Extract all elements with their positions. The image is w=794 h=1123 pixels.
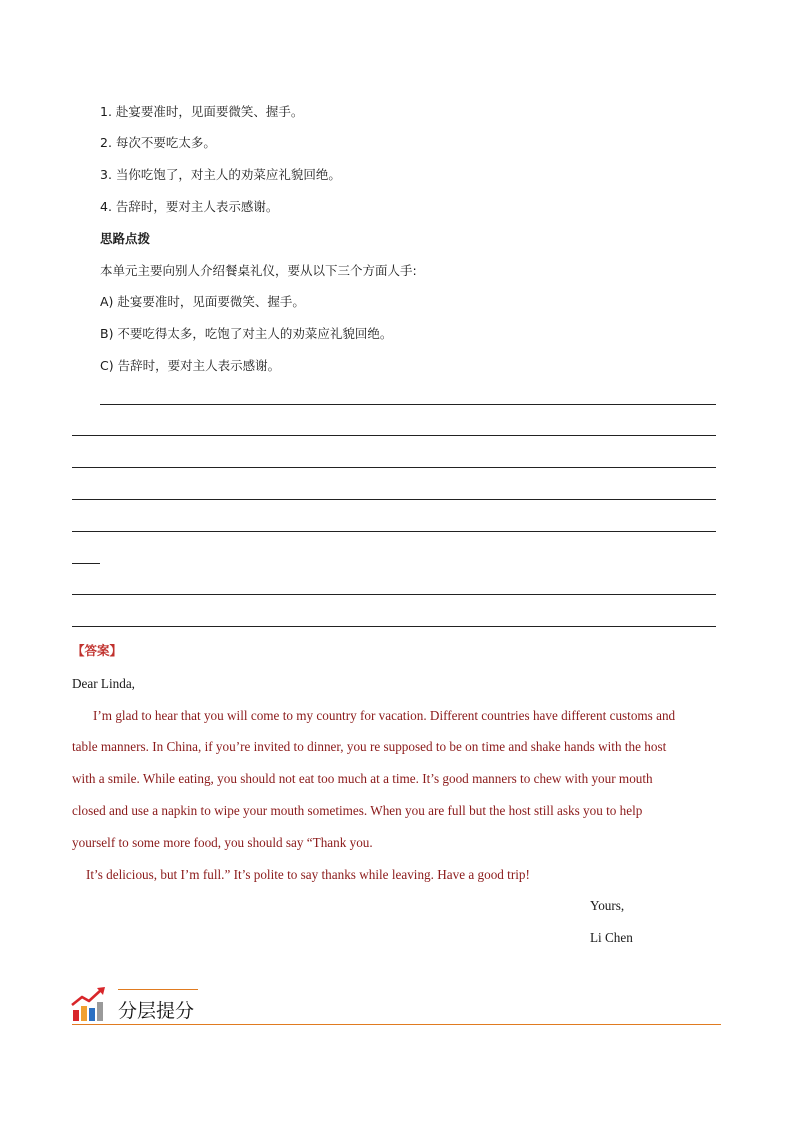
writing-line-6 (72, 594, 716, 595)
rising-chart-icon (70, 986, 108, 1022)
guide-point-a: A) 赴宴要准时，见面要微笑、握手。 (100, 294, 305, 309)
answer-closing: Yours, (590, 898, 625, 913)
writing-line-7 (72, 626, 716, 627)
guide-point-b: B) 不要吃得太多，吃饱了对主人的劝菜应礼貌回绝。 (100, 326, 393, 341)
writing-line-4 (72, 499, 716, 500)
tip-item-1: 1. 赴宴要准时，见面要微笑、握手。 (100, 104, 304, 119)
answer-line-5: yourself to some more food, you should say “Thank you. (72, 835, 373, 850)
guide-heading: 思路点拨 (100, 231, 151, 246)
tip-item-3: 3. 当你吃饱了，对主人的劝菜应礼貌回绝。 (100, 167, 341, 182)
answer-line-1: I’m glad to hear that you will come to my country for vacation. Different countries have different customs and (93, 708, 676, 723)
writing-line-1 (100, 404, 716, 405)
writing-line-5 (72, 531, 716, 532)
guide-intro: 本单元主要向别人介绍餐桌礼仪，要从以下三个方面人手: (100, 263, 417, 278)
section-title: 分层提分 (118, 1000, 195, 1022)
writing-line-stub (72, 563, 100, 564)
answer-line-6: It’s delicious, but I’m full.” It’s polite to say thanks while leaving. Have a good trip! (86, 867, 530, 882)
tip-item-2: 2. 每次不要吃太多。 (100, 135, 216, 150)
guide-point-c: C) 告辞时，要对主人表示感谢。 (100, 358, 281, 373)
answer-tag: 【答案】 (72, 643, 123, 658)
writing-line-2 (72, 435, 716, 436)
section-divider (72, 1024, 721, 1025)
answer-line-2: table manners. In China, if you’re invited to dinner, you re supposed to be on time and shake hands with the host (72, 739, 667, 754)
answer-line-4: closed and use a napkin to wipe your mouth sometimes. When you are full but the host still asks you to help (72, 803, 643, 818)
section-title-overline (118, 989, 198, 990)
answer-signature: Li Chen (590, 930, 633, 945)
writing-line-3 (72, 467, 716, 468)
tip-item-4: 4. 告辞时，要对主人表示感谢。 (100, 199, 279, 214)
answer-greeting: Dear Linda, (72, 676, 135, 691)
answer-line-3: with a smile. While eating, you should not eat too much at a time. It’s good manners to chew with your mouth (72, 771, 653, 786)
